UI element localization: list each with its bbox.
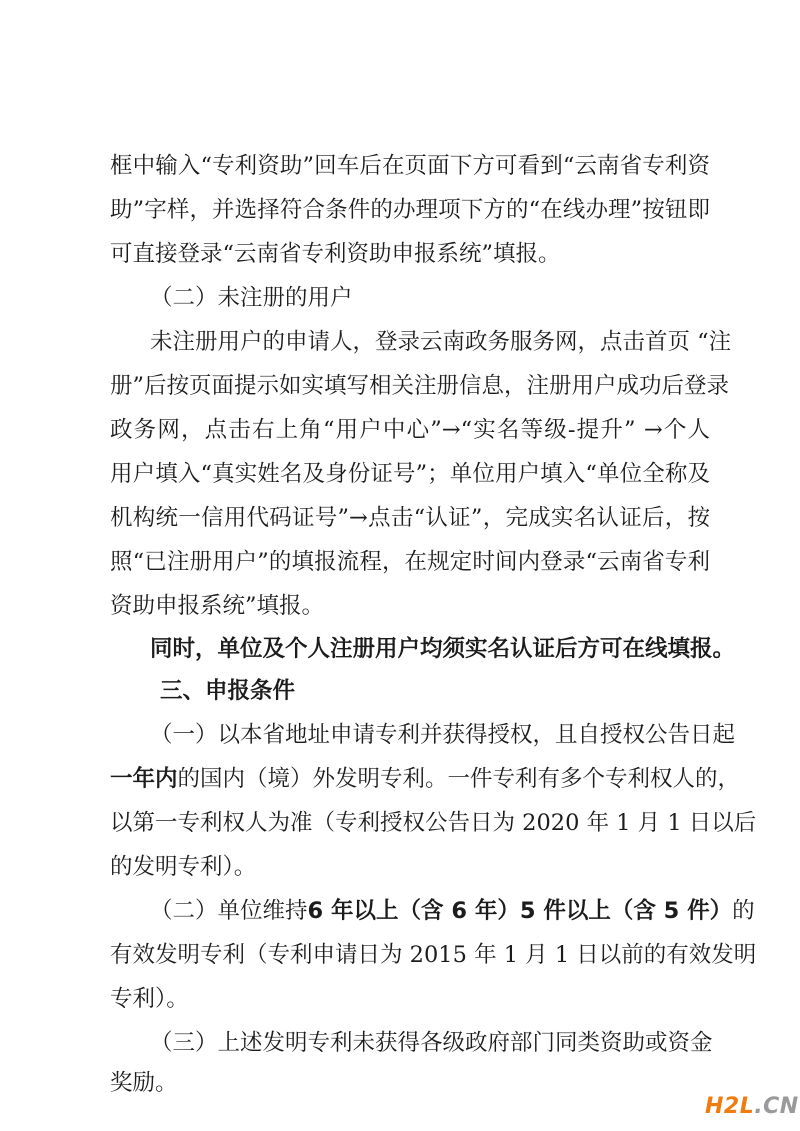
- text-span: 的国内（境）外发明专利。一件专利有多个专利权人的，: [177, 766, 741, 792]
- text-line: 有效发明专利（专利申请日为 2015 年 1 月 1 日以前的有效发明: [110, 942, 757, 968]
- bold-notice: 同时，单位及个人注册用户均须实名认证后方可在线填报。: [150, 636, 736, 662]
- text-line: 机构统一信用代码证号”→点击“认证”，完成实名认证后，按: [110, 505, 710, 531]
- site-watermark: [705, 1093, 799, 1121]
- watermark-brand: H2L: [705, 1094, 755, 1119]
- text-line: （三）上述发明专利未获得各级政府部门同类资助或资金: [150, 1030, 713, 1056]
- bold-phrase: 6 年以上（含 6 年）5 件以上（含 5 件）: [307, 898, 733, 924]
- text-span: 的: [732, 898, 755, 924]
- text-line: 未注册用户的申请人，登录云南政务服务网，点击首页 “注: [150, 329, 732, 355]
- text-line: 可直接登录“云南省专利资助申报系统”填报。: [110, 241, 561, 267]
- text-line: 册”后按页面提示如实填写相关注册信息，注册用户成功后登录: [110, 373, 730, 399]
- text-line: 的发明专利）。: [110, 854, 257, 880]
- text-line-mixed: [110, 764, 741, 794]
- text-line: 政务网，点击右上角“用户中心”→“实名等级-提升” →个人: [110, 417, 710, 443]
- text-line: 以第一专利权人为准（专利授权公告日为 2020 年 1 月 1 日以后: [110, 810, 757, 836]
- text-line: 照“已注册用户”的填报流程，在规定时间内登录“云南省专利: [110, 549, 710, 575]
- text-line: 用户填入“真实姓名及身份证号”；单位用户填入“单位全称及: [110, 461, 710, 487]
- text-line: 奖励。: [110, 1070, 178, 1096]
- text-line: 框中输入“专利资助”回车后在页面下方可看到“云南省专利资: [110, 153, 710, 179]
- text-line: （一）以本省地址申请专利并获得授权，且自授权公告日起: [150, 722, 736, 748]
- section-heading-conditions: 三、申报条件: [160, 678, 296, 704]
- text-line: 助”字样，并选择符合条件的办理项下方的“在线办理”按钮即: [110, 197, 710, 223]
- text-line: 专利）。: [110, 986, 189, 1012]
- bold-phrase: 一年内: [110, 766, 178, 792]
- text-line: 资助申报系统”填报。: [110, 593, 325, 619]
- watermark-domain: .CN: [754, 1094, 799, 1119]
- subheading-unregistered: （二）未注册的用户: [150, 285, 353, 311]
- text-line-mixed: [150, 896, 755, 926]
- text-span: （二）单位维持: [150, 898, 308, 924]
